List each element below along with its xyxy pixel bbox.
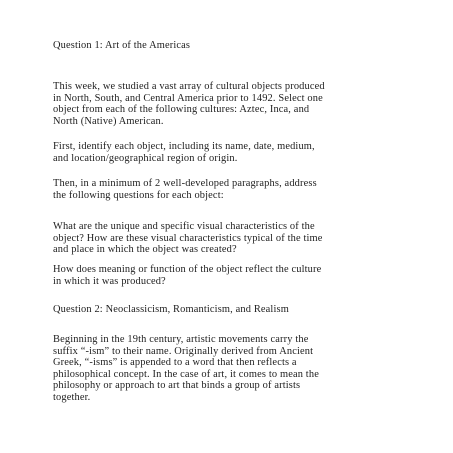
paragraph-line: This week, we studied a vast array of cultural objects produced bbox=[53, 81, 325, 92]
question-1-then-paragraph bbox=[53, 178, 433, 201]
question-1-heading: Question 1: Art of the Americas bbox=[53, 40, 191, 51]
paragraph-line: and location/geographical region of origin. bbox=[53, 152, 238, 164]
paragraph-line: object from each of the following cultures: Aztec, Inca, and bbox=[53, 104, 310, 116]
paragraph-line: object? How are these visual characteristics typical of the time bbox=[53, 232, 323, 244]
paragraph-line: Then, in a minimum of 2 well-developed paragraphs, address bbox=[53, 178, 317, 189]
paragraph-line: Beginning in the 19th century, artistic movements carry the bbox=[53, 334, 309, 345]
paragraph-line: together. bbox=[53, 391, 91, 403]
paragraph-line: North (Native) American. bbox=[53, 115, 164, 127]
paragraph-line: in North, South, and Central America prior to 1492. Select one bbox=[53, 92, 323, 104]
question-2-heading: Question 2: Neoclassicism, Romanticism, and Realism bbox=[53, 304, 289, 315]
paragraph-line: How does meaning or function of the object reflect the culture bbox=[53, 264, 322, 275]
paragraph-line: philosophical concept. In the case of art, it comes to mean the bbox=[53, 368, 319, 380]
paragraph-line: philosophy or approach to art that binds a group of artists bbox=[53, 380, 301, 392]
paragraph-line: What are the unique and specific visual characteristics of the bbox=[53, 221, 315, 232]
question-1-visual-characteristics-paragraph bbox=[53, 221, 433, 256]
paragraph-line: and place in which the object was created? bbox=[53, 244, 237, 256]
question-1-intro-paragraph bbox=[53, 81, 433, 127]
question-1-identify-paragraph bbox=[53, 141, 433, 164]
question-1-meaning-paragraph bbox=[53, 264, 433, 287]
paragraph-line: the following questions for each object: bbox=[53, 189, 224, 201]
paragraph-line: Greek, “-isms” is appended to a word that then reflects a bbox=[53, 357, 297, 369]
paragraph-line: in which it was produced? bbox=[53, 275, 166, 287]
paragraph-line: suffix “-ism” to their name. Originally derived from Ancient bbox=[53, 345, 314, 357]
paragraph-line: First, identify each object, including its name, date, medium, bbox=[53, 141, 315, 152]
question-2-intro-paragraph bbox=[53, 334, 433, 404]
